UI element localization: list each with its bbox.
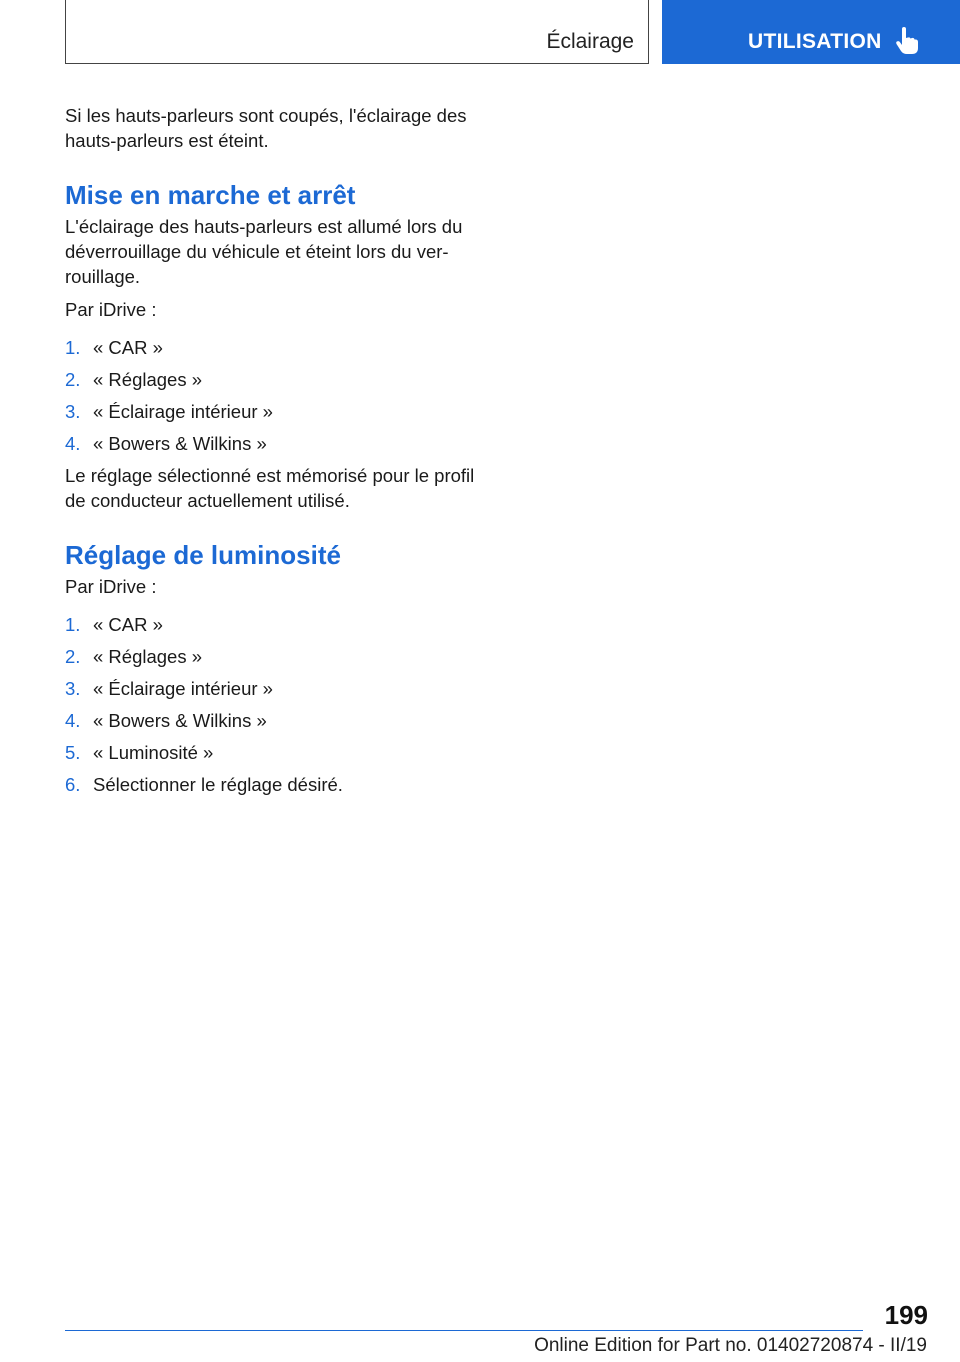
step-text: « Éclairage intérieur »: [93, 401, 273, 422]
step-number: 2.: [65, 369, 81, 390]
list-item: [65, 335, 485, 360]
list-item: [65, 431, 485, 456]
chapter-label: UTILISATION: [748, 30, 882, 53]
section1-steps: [65, 335, 485, 456]
step-text: « Luminosité »: [93, 742, 214, 763]
step-number: 4.: [65, 710, 81, 731]
step-number: 1.: [65, 614, 81, 635]
step-text: « Réglages »: [93, 369, 203, 390]
step-text: « Éclairage intérieur »: [93, 678, 273, 699]
section2-via: Par iDrive :: [65, 576, 157, 597]
step-text: « Bowers & Wilkins »: [93, 710, 267, 731]
section-heading-on-off: Mise en marche et arrêt: [65, 180, 356, 210]
section-title: Éclairage: [546, 30, 634, 53]
section2-steps: [65, 612, 485, 797]
list-item: [65, 644, 485, 669]
step-number: 3.: [65, 401, 81, 422]
footer-divider: [65, 1330, 863, 1331]
step-text: Sélectionner le réglage désiré.: [93, 774, 343, 795]
section1-note: Le réglage sélectionné est mémorisé pour le profil de conducteur actuellement utilisé.: [65, 465, 475, 511]
step-number: 1.: [65, 337, 81, 358]
list-item: [65, 772, 485, 797]
step-number: 6.: [65, 774, 81, 795]
step-number: 5.: [65, 742, 81, 763]
step-text: « CAR »: [93, 614, 163, 635]
list-item: [65, 708, 485, 733]
step-text: « CAR »: [93, 337, 163, 358]
list-item: [65, 399, 485, 424]
main-content: [65, 103, 485, 797]
step-number: 3.: [65, 678, 81, 699]
page-number: 199: [884, 1300, 928, 1330]
section1-via: Par iDrive :: [65, 299, 157, 320]
list-item: [65, 740, 485, 765]
intro-paragraph: Si les hauts-parleurs sont coupés, l'éclairage des hauts-parleurs est éteint.: [65, 105, 467, 151]
pointing-hand-icon: [895, 27, 919, 55]
section-heading-brightness: Réglage de luminosité: [65, 540, 341, 570]
header-section-box: [65, 0, 649, 64]
step-text: « Réglages »: [93, 646, 203, 667]
list-item: [65, 612, 485, 637]
step-number: 4.: [65, 433, 81, 454]
list-item: [65, 676, 485, 701]
section1-text: L'éclairage des hauts-parleurs est allumé lors du déverrouillage du véhicule et éteint lors du ver-rouillage.: [65, 216, 463, 287]
edition-footer: Online Edition for Part no. 01402720874 - II/19: [534, 1335, 927, 1356]
step-text: « Bowers & Wilkins »: [93, 433, 267, 454]
step-number: 2.: [65, 646, 81, 667]
list-item: [65, 367, 485, 392]
chapter-tab[interactable]: [662, 0, 960, 64]
